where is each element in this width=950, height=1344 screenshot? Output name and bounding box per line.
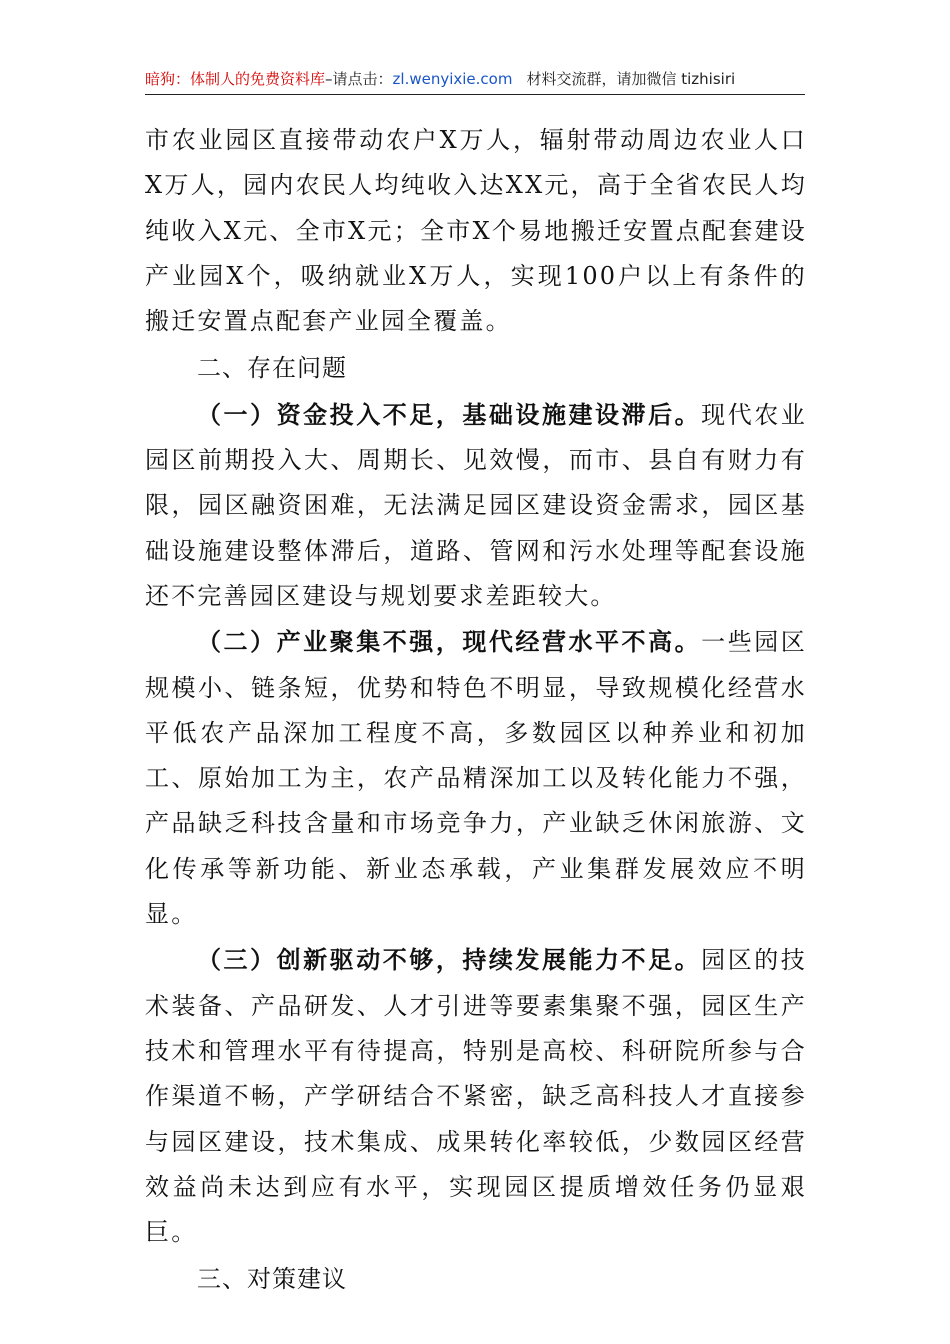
header-group-note: 材料交流群，请加微信 tizhisiri xyxy=(526,70,736,88)
section-heading-problems: 二、存在问题 xyxy=(197,354,347,383)
document-body xyxy=(145,118,807,1303)
section-heading-suggestions: 三、对策建议 xyxy=(197,1265,347,1294)
issue-3-lead: （三）创新驱动不够，持续发展能力不足。 xyxy=(197,945,702,975)
page-header xyxy=(145,68,805,95)
issue-2-lead: （二）产业聚集不强，现代经营水平不高。 xyxy=(197,627,702,657)
issue-3-text: 园区的技术装备、产品研发、人才引进等要素集聚不强，园区生产技术和管理水平有待提高，特别是高校、科研院所参与合作渠道不畅，产学研结合不紧密，缺乏高科技人才直接参与园区建设，技术集成、成果转化率较低，少数园区经营效益尚未达到应有水平，实现园区提质增效任务仍显艰巨。 xyxy=(145,946,807,1247)
header-link[interactable]: zl.wenyixie.com xyxy=(392,70,513,88)
issue-3-paragraph xyxy=(145,937,807,1255)
issue-2-text: 一些园区规模小、链条短，优势和特色不明显，导致规模化经营水平低农产品深加工程度不高，多数园区以种养业和初加工、原始加工为主，农产品精深加工以及转化能力不强，产品缺乏科技含量和市场竞争力，产业缺乏休闲旅游、文化传承等新功能、新业态承载，产业集群发展效应不明显。 xyxy=(145,628,807,929)
issue-2-paragraph xyxy=(145,619,807,937)
issue-1-text: 现代农业园区前期投入大、周期长、见效慢，而市、县自有财力有限，园区融资困难，无法满足园区建设资金需求，园区基础设施建设整体滞后，道路、管网和污水处理等配套设施还不完善园区建设与规划要求差距较大。 xyxy=(145,400,807,610)
header-link-prefix: –请点击： xyxy=(325,70,393,88)
issue-1-paragraph xyxy=(145,392,807,619)
header-brand: 暗狗：体制人的免费资料库 xyxy=(145,70,326,88)
issue-1-lead: （一）资金投入不足，基础设施建设滞后。 xyxy=(197,399,702,429)
intro-paragraph: 市农业园区直接带动农户X万人，辐射带动周边农业人口X万人，园内农民人均纯收入达XX元，高于全省农民人均纯收入X元、全市X元；全市X个易地搬迁安置点配套建设产业园X个，吸纳就业X万人，实现100户以上有条件的搬迁安置点配套产业园全覆盖。 xyxy=(145,126,807,336)
